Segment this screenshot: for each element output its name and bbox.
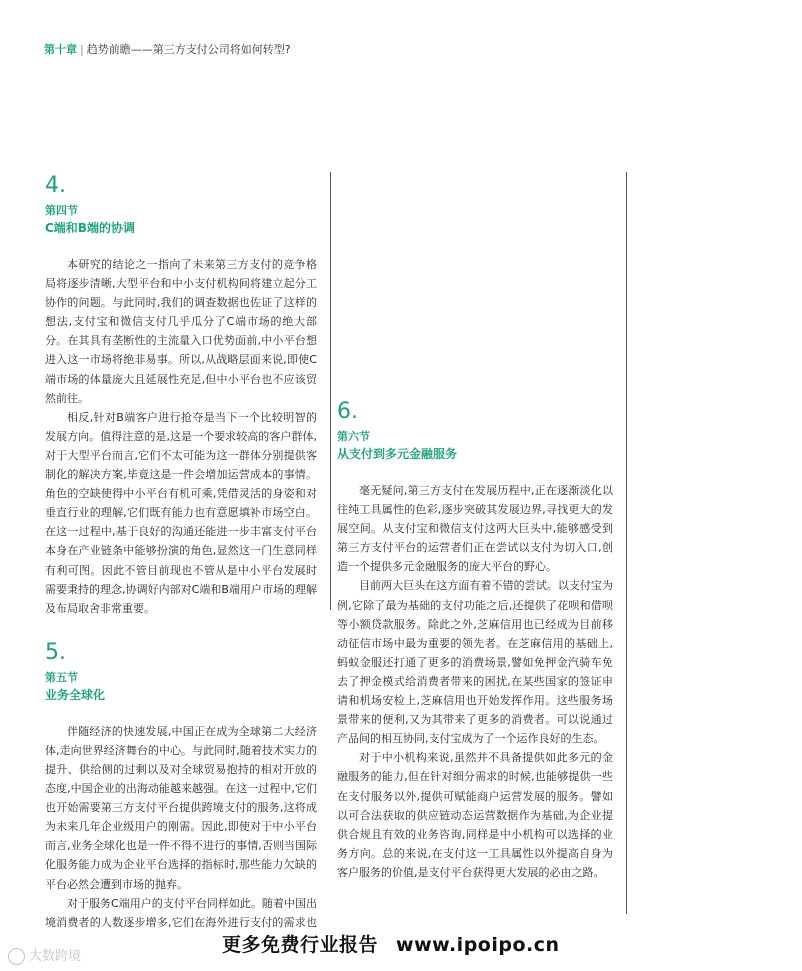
paragraph: 对于中小机构来说,虽然并不具备提供如此多元的金融服务的能力,但在针对细分需求的时候,也能够提供一些在支付服务以外,提供可赋能商户运营发展的服务。譬如以可合法获取的供应链动态运营数据作为基础,为企业提供合规且有效的业务咨询,同样是中小机构可以选择的业务方向。总的来说,在支付这一工具属性以外提高自身为客户服务的价值,是支付平台获得更大发展的必由之路。 xyxy=(337,751,613,879)
paragraph-continued: 对于服务C端用户的支付平台同样如此。随着中国出境消费者的人数逐步增多,它们在海外进行支付的需求也 xyxy=(45,896,317,929)
chapter-number: 第十章 xyxy=(44,43,77,56)
section-title: 从支付到多元金融服务 xyxy=(337,447,458,461)
watermark-text: 大数跨境 xyxy=(29,949,82,964)
watermark xyxy=(8,945,81,965)
paragraph: 毫无疑问,第三方支付在发展历程中,正在逐渐淡化以往纯工具属性的色彩,逐步突破其发展边界,寻找更大的发展空间。从支付宝和微信支付这两大巨头中,能够感受到第三方支付平台的运营者们正在尝试以支付为切入口,创造一个提供多元金融服务的庞大平台的野心。 xyxy=(337,484,613,574)
footer-text: 更多免费行业报告 xyxy=(222,934,379,956)
left-column xyxy=(45,173,317,932)
section-title: 业务全球化 xyxy=(45,687,106,702)
promo-footer xyxy=(222,930,560,957)
column-rule-right xyxy=(626,172,627,914)
right-column xyxy=(337,162,613,882)
section-4 xyxy=(45,173,317,618)
paragraph: 目前两大巨头在这方面有着不错的尝试。以支付宝为例,它除了最为基础的支付功能之后,还提供了花呗和借呗等小额贷款服务。除此之外,芝麻信用也已经成为目前移动征信市场中最为重要的领先者。在芝麻信用的基础上,蚂蚁金服还打通了更多的消费场景,譬如免押金汽骑车免去了押金模式给消费者带来的困扰,在某些国家的签证申请和机场安检上,芝麻信用也开始发挥作用。这些服务场景带来的便利,又为其带来了更多的消费者。可以说通过产品间的相互协同,支付宝成为了一个运作良好的生态。 xyxy=(337,579,613,746)
section-5 xyxy=(45,640,317,932)
chapter-title: 趋势前瞻——第三方支付公司将如何转型? xyxy=(86,43,291,56)
footer-url[interactable]: www.ipoipo.cn xyxy=(396,934,560,956)
paragraph: 本研究的结论之一指向了未来第三方支付的竞争格局将逐步清晰,大型平台和中小支付机构间将建立起分工协作的问题。与此同时,我们的调查数据也佐证了这样的想法,支付宝和微信支付几乎瓜分了C端市场的绝大部分。在其具有垄断性的主流量入口优势面前,中小平台想进入这一市场将绝非易事。所以,从战略层面来说,即使C端市场的体量庞大且延展性充足,但中小平台也不应该贸然前往。 xyxy=(45,258,317,405)
section-number: 4. xyxy=(45,173,66,198)
paragraph: 相反,针对B端客户进行抢夺是当下一个比较明智的发展方向。值得注意的是,这是一个要求较高的客户群体,对于大型平台而言,它们不太可能为这一群体分别提供客制化的解决方案,毕竟这是一件会增加运营成本的事情。角色的空缺使得中小平台有机可乘,凭借灵活的身姿和对垂直行业的理解,它们既有能力也有意愿填补市场空白。在这一过程中,基于良好的沟通还能进一步丰富支付平台本身在产业链条中能够扮演的角色,显然这一门生意同样有利可图。因此不管目前现也不管从是中小平台发展时需要秉持的理念,协调好内部对C端和B端用户市场的理解及布局取舍非常重要。 xyxy=(45,410,317,615)
section-label: 第五节 xyxy=(45,670,78,684)
header-separator: | xyxy=(80,43,84,56)
section-title: C端和B端的协调 xyxy=(45,221,135,235)
section-number: 5. xyxy=(45,639,66,665)
section-label: 第六节 xyxy=(337,430,370,443)
watermark-logo-icon xyxy=(8,948,25,965)
running-header xyxy=(44,41,291,57)
section-label: 第四节 xyxy=(45,204,78,217)
section-number: 6. xyxy=(337,399,358,424)
paragraph: 伴随经济的快速发展,中国正在成为全球第二大经济体,走向世界经济舞台的中心。与此同时,随着技术实力的提升、供给侧的过剩以及对全球贸易抱持的相对开放的态度,中国企业的出海动能越来越强。在这一过程中,它们也开始需要第三方支付平台提供跨境支付的服务,这将成为未来几年企业级用户的刚需。因此,即使对于中小平台而言,业务全球化也是一件不得不进行的事情,否则当国际化服务能力成为企业平台选择的指标时,那些能力欠缺的平台必然会遭到市场的抛弃。 xyxy=(45,724,317,891)
section-6 xyxy=(337,399,613,882)
column-rule-left xyxy=(330,172,331,610)
